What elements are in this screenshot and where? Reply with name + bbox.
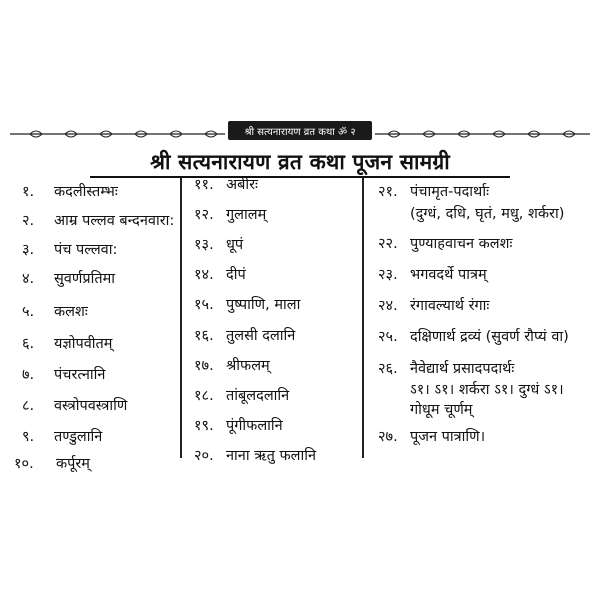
- list-item: [378, 297, 489, 315]
- item-label: नाना ऋतु फलानि: [226, 448, 317, 464]
- item-label: तांबूलदलानि: [226, 388, 290, 404]
- item-number: ३.: [22, 242, 35, 258]
- running-header-tag: श्री सत्यनारायण व्रत कथा ॐ २: [228, 121, 372, 140]
- item-number: १०.: [14, 456, 34, 472]
- item-label: पूंगीफलानि: [226, 418, 283, 434]
- item-label: तुलसी दलानि: [226, 328, 296, 344]
- item-label: धूपं: [226, 237, 244, 253]
- list-item: [194, 266, 246, 284]
- list-item: [22, 303, 88, 321]
- item-number: २४.: [378, 298, 398, 314]
- list-item: [22, 270, 115, 288]
- item-label: सुवर्णप्रतिमा: [54, 271, 116, 287]
- item-label: कलशः: [54, 304, 88, 320]
- list-item: [194, 206, 266, 224]
- item-number: २२.: [378, 236, 398, 252]
- list-item: [378, 328, 569, 346]
- list-item: [14, 455, 90, 473]
- item-number: ७.: [22, 367, 35, 383]
- list-item: [194, 176, 258, 194]
- list-item: [22, 335, 112, 353]
- item-number: ११.: [194, 177, 214, 193]
- item-number: १.: [22, 184, 35, 200]
- list-item: [378, 428, 485, 446]
- item-sublabel: गोधूम चूर्णम्: [410, 402, 473, 418]
- item-number: ८.: [22, 398, 35, 414]
- item-label: अबीरः: [226, 177, 258, 193]
- item-label: आम्र पल्लव बन्दनवारा:: [54, 213, 175, 229]
- list-item: [378, 360, 514, 378]
- item-number: ५.: [22, 304, 35, 320]
- item-label: पुष्पाणि, माला: [226, 297, 301, 313]
- item-label: भगवदर्थे पात्रम्: [410, 267, 487, 283]
- list-item: [22, 397, 127, 415]
- list-item: [22, 241, 117, 259]
- item-label: दीपं: [226, 267, 246, 283]
- list-item: [194, 357, 270, 375]
- list-item: [22, 428, 102, 446]
- item-number: २१.: [378, 184, 398, 200]
- list-item: [194, 447, 316, 465]
- list-item: [22, 366, 105, 384]
- item-number: १२.: [194, 207, 214, 223]
- item-label: वस्त्रोपवस्त्राणि: [54, 398, 128, 414]
- item-number: १९.: [194, 418, 214, 434]
- item-label: पंचामृत-पदार्थाः: [410, 184, 490, 200]
- item-label: कदलीस्तम्भः: [54, 184, 118, 200]
- item-number: १३.: [194, 237, 214, 253]
- item-label: तण्डुलानि: [54, 429, 103, 445]
- item-label: रंगावल्यार्थ रंगाः: [410, 298, 490, 314]
- item-number: १६.: [194, 328, 214, 344]
- item-number: १४.: [194, 267, 214, 283]
- item-label: गुलालम्: [226, 207, 267, 223]
- item-number: २५.: [378, 329, 398, 345]
- item-sublabel: (दुग्धं, दधि, घृतं, मधु, शर्करा): [410, 206, 565, 222]
- list-item: [22, 183, 118, 201]
- item-sublabel: ऽ१। ऽ१। शर्करा ऽ१। दुग्धं ऽ१।: [410, 382, 564, 398]
- item-number: २०.: [194, 448, 214, 464]
- list-item: [194, 387, 289, 405]
- list-item: [378, 266, 487, 284]
- item-label: यज्ञोपवीतम्: [54, 336, 113, 352]
- item-label: पूजन पात्राणि।: [410, 429, 486, 445]
- item-number: १५.: [194, 297, 214, 313]
- item-number: १७.: [194, 358, 214, 374]
- item-number: २७.: [378, 429, 398, 445]
- item-label: श्रीफलम्: [226, 358, 270, 374]
- item-label: पंच पल्लवा:: [54, 242, 118, 258]
- item-number: ९.: [22, 429, 35, 445]
- list-item: [194, 417, 283, 435]
- item-number: १८.: [194, 388, 214, 404]
- page-title: श्री सत्यनारायण व्रत कथा पूजन सामग्री: [150, 150, 450, 174]
- list-item: [378, 183, 489, 201]
- item-number: २६.: [378, 361, 398, 377]
- list-item: [378, 235, 512, 253]
- item-label: पंचरत्नानि: [54, 367, 106, 383]
- item-number: २.: [22, 213, 35, 229]
- item-label: कर्पूरम्: [56, 456, 90, 472]
- item-number: ४.: [22, 271, 35, 287]
- column-divider-1: [180, 178, 182, 458]
- item-label: पुण्याहवाचन कलशः: [410, 236, 513, 252]
- title-underline: [90, 176, 510, 178]
- item-number: २३.: [378, 267, 398, 283]
- list-item: [22, 212, 174, 230]
- list-item: [194, 327, 295, 345]
- item-number: ६.: [22, 336, 35, 352]
- item-label: नैवेद्यार्थ प्रसादपदार्थः: [410, 361, 515, 377]
- list-item: [194, 236, 243, 254]
- item-label: दक्षिणार्थ द्रव्यं (सुवर्ण रौप्यं वा): [410, 329, 569, 345]
- column-divider-2: [362, 178, 364, 458]
- list-item: [194, 296, 300, 314]
